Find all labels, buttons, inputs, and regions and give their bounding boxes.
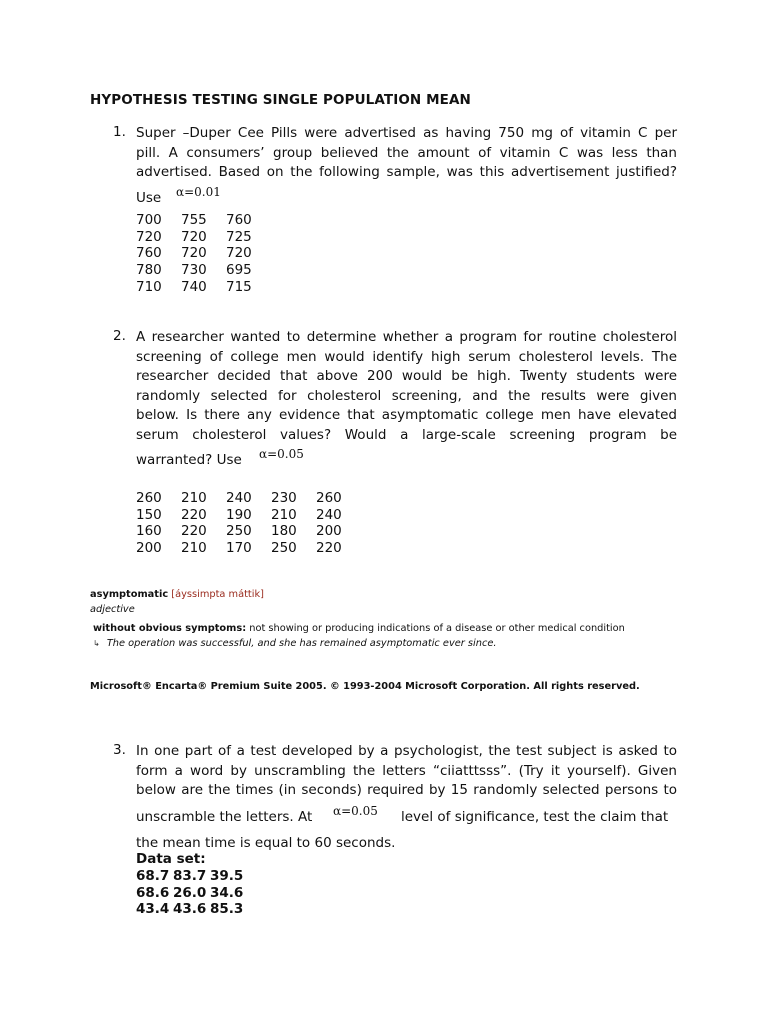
q3-number: 3. bbox=[113, 742, 126, 758]
q3-line5: the mean time is equal to 60 seconds. bbox=[136, 835, 396, 851]
cell: 68.6 bbox=[136, 884, 170, 901]
table-row bbox=[136, 507, 361, 524]
table-row bbox=[136, 868, 247, 885]
cell: 220 bbox=[181, 506, 207, 523]
table-row bbox=[136, 279, 271, 296]
q3-data-table bbox=[136, 868, 247, 918]
table-row bbox=[136, 212, 271, 229]
dictionary-pos: adjective bbox=[90, 604, 135, 615]
dictionary-word: asymptomatic bbox=[90, 589, 169, 600]
cell: 725 bbox=[226, 228, 252, 245]
q2-line: screening of college men would identify high serum cholesterol levels. The bbox=[136, 348, 677, 365]
q2-number: 2. bbox=[113, 328, 126, 344]
q3-text bbox=[136, 742, 677, 801]
q1-line: advertised. Based on the following sample, was this advertisement justified? bbox=[136, 164, 677, 180]
cell: 740 bbox=[181, 278, 207, 295]
cell: 260 bbox=[136, 490, 162, 506]
dictionary-definition: not showing or producing indications of a disease or other medical condition bbox=[249, 623, 625, 634]
cell: 260 bbox=[316, 490, 342, 506]
cell: 250 bbox=[226, 523, 252, 540]
cell: 170 bbox=[226, 540, 252, 557]
cell: 180 bbox=[271, 523, 297, 540]
q3-line: form a word by unscrambling the letters “ciiatttsss”. (Try it yourself). Given bbox=[136, 762, 677, 779]
page-title: HYPOTHESIS TESTING SINGLE POPULATION MEAN bbox=[90, 92, 471, 108]
example-icon: ↳ bbox=[93, 639, 100, 648]
cell: 730 bbox=[181, 262, 207, 279]
cell: 715 bbox=[226, 278, 252, 295]
q2-last-line: warranted? Use bbox=[136, 452, 242, 468]
q1-alpha: α=0.01 bbox=[176, 185, 221, 199]
cell: 720 bbox=[226, 245, 252, 262]
cell: 720 bbox=[181, 228, 207, 245]
cell: 190 bbox=[226, 506, 252, 523]
cell: 210 bbox=[181, 490, 207, 506]
q2-text bbox=[136, 328, 677, 445]
cell: 43.4 bbox=[136, 901, 170, 918]
cell: 720 bbox=[181, 245, 207, 262]
cell: 150 bbox=[136, 506, 162, 523]
table-row bbox=[136, 540, 361, 557]
table-row bbox=[136, 523, 361, 540]
dictionary-definition-line bbox=[93, 623, 625, 634]
cell: 200 bbox=[136, 540, 162, 557]
cell: 760 bbox=[136, 245, 162, 262]
cell: 210 bbox=[181, 540, 207, 557]
q1-line: pill. A consumers’ group believed the amount of vitamin C was less than bbox=[136, 144, 677, 161]
cell: 230 bbox=[271, 490, 297, 506]
cell: 240 bbox=[226, 490, 252, 506]
cell: 34.6 bbox=[210, 884, 244, 901]
q1-number: 1. bbox=[113, 124, 126, 140]
cell: 780 bbox=[136, 262, 162, 279]
cell: 43.6 bbox=[173, 901, 207, 918]
q3-line4-a: unscramble the letters. At bbox=[136, 809, 313, 825]
table-row bbox=[136, 245, 271, 262]
cell: 755 bbox=[181, 212, 207, 228]
cell: 39.5 bbox=[210, 868, 244, 884]
cell: 210 bbox=[271, 506, 297, 523]
cell: 220 bbox=[316, 540, 342, 557]
cell: 160 bbox=[136, 523, 162, 540]
q1-line: Super –Duper Cee Pills were advertised as having 750 mg of vitamin C per bbox=[136, 125, 677, 141]
table-row bbox=[136, 229, 271, 246]
cell: 26.0 bbox=[173, 884, 207, 901]
table-row bbox=[136, 901, 247, 918]
dictionary-def-term: without obvious symptoms: bbox=[93, 623, 247, 634]
q2-line: A researcher wanted to determine whether a program for routine cholesterol bbox=[136, 329, 677, 345]
q1-use-label: Use bbox=[136, 190, 162, 206]
q1-text bbox=[136, 124, 677, 183]
cell: 710 bbox=[136, 278, 162, 295]
cell: 240 bbox=[316, 506, 342, 523]
cell: 83.7 bbox=[173, 868, 207, 884]
q2-line: below. Is there any evidence that asymptomatic college men have elevated bbox=[136, 407, 677, 423]
cell: 700 bbox=[136, 212, 162, 228]
q2-line: randomly selected for cholesterol screening, and the results were given bbox=[136, 387, 677, 404]
q2-line: researcher decided that above 200 would be high. Twenty students were bbox=[136, 368, 677, 384]
dictionary-credit: Microsoft® Encarta® Premium Suite 2005. © 1993-2004 Microsoft Corporation. All rights reserved. bbox=[90, 681, 640, 692]
table-row bbox=[136, 490, 361, 507]
table-row bbox=[136, 262, 271, 279]
q2-alpha: α=0.05 bbox=[259, 447, 304, 461]
cell: 220 bbox=[181, 523, 207, 540]
q3-line4-b: level of significance, test the claim that bbox=[401, 809, 669, 825]
dictionary-headword-line bbox=[90, 589, 264, 600]
table-row bbox=[136, 885, 247, 902]
cell: 85.3 bbox=[210, 901, 244, 918]
cell: 68.7 bbox=[136, 868, 170, 884]
dictionary-example: The operation was successful, and she has remained asymptomatic ever since. bbox=[106, 638, 497, 649]
q3-alpha: α=0.05 bbox=[333, 804, 378, 818]
q3-line: In one part of a test developed by a psychologist, the test subject is asked to bbox=[136, 743, 677, 759]
cell: 250 bbox=[271, 540, 297, 557]
cell: 760 bbox=[226, 212, 252, 228]
q3-line: below are the times (in seconds) required by 15 randomly selected persons to bbox=[136, 782, 677, 798]
dictionary-example-line bbox=[93, 638, 496, 649]
q2-data-table bbox=[136, 490, 361, 557]
cell: 200 bbox=[316, 523, 342, 540]
dictionary-pronunciation: [áyssimpta máttik] bbox=[171, 589, 264, 600]
q3-data-label: Data set: bbox=[136, 851, 206, 867]
cell: 720 bbox=[136, 228, 162, 245]
q2-line: serum cholesterol values? Would a large-scale screening program be bbox=[136, 426, 677, 443]
cell: 695 bbox=[226, 262, 252, 279]
q1-data-table bbox=[136, 212, 271, 296]
